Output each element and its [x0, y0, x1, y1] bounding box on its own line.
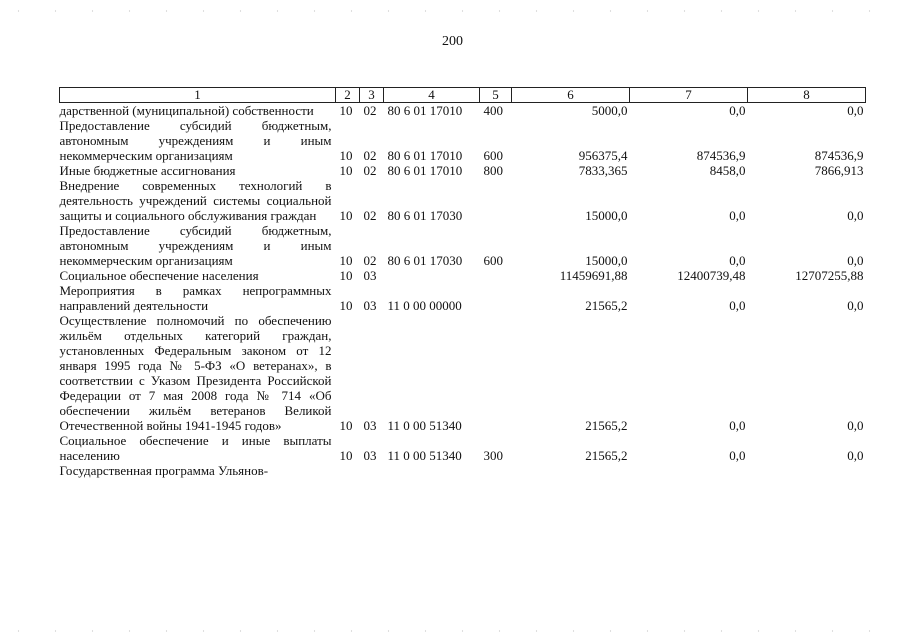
header-col-3: 3	[360, 88, 384, 103]
amount-col-7-cell: 0,0	[729, 298, 746, 313]
table-row	[60, 178, 866, 223]
amount-col-8-cell: 0,0	[847, 253, 864, 268]
subsection-cell: 03	[363, 268, 377, 283]
amount-col-8-cell: 0,0	[847, 448, 864, 463]
section-cell: 10	[339, 103, 353, 118]
amount-col-7-cell: 874536,9	[696, 148, 746, 163]
table-row	[60, 283, 866, 313]
amount-col-6-cell: 11459691,88	[559, 268, 628, 283]
amount-col-6-cell: 21565,2	[585, 298, 628, 313]
section-cell: 10	[339, 418, 353, 433]
amount-col-8-cell: 0,0	[847, 103, 864, 118]
header-col-1: 1	[60, 88, 336, 103]
table-header-row	[60, 88, 866, 103]
table-row	[60, 223, 866, 268]
table-body	[60, 103, 866, 479]
table-row	[60, 433, 866, 463]
expense-type-cell	[480, 268, 512, 283]
subsection-cell	[360, 463, 384, 478]
expense-type-cell	[480, 283, 512, 313]
amount-col-6-cell: 21565,2	[585, 448, 628, 463]
target-article-cell: 11 0 00 51340	[387, 418, 462, 433]
amount-col-7-cell: 0,0	[729, 418, 746, 433]
amount-col-6-cell: 21565,2	[585, 418, 628, 433]
row-name-cell: дарственной (муниципальной) собственности	[59, 103, 314, 118]
amount-col-8-cell: 12707255,88	[795, 268, 864, 283]
expense-type-cell: 600	[483, 253, 503, 268]
amount-col-7-cell: 0,0	[729, 103, 746, 118]
target-article-cell	[384, 268, 480, 283]
header-col-4: 4	[384, 88, 480, 103]
section-cell: 10	[339, 268, 353, 283]
row-name-cell: Осуществление полномочий по обеспечению жильём отдельных категорий граждан, установленных Федеральным законом от 12 января 1995 года № 5-ФЗ «О ветеранах», в соответствии с Указом Президента Российской Федерации от 7 мая 2008 года № 714 «Об обеспечении жильём ветеранов Великой Отечественной войны 1941-1945 годов»	[59, 313, 332, 433]
target-article-cell	[384, 463, 480, 478]
subsection-cell: 03	[363, 418, 377, 433]
expense-type-cell: 600	[483, 148, 503, 163]
row-name-cell: Государственная программа Ульянов-	[59, 463, 269, 478]
amount-col-8-cell: 874536,9	[814, 148, 864, 163]
amount-col-6-cell: 956375,4	[578, 148, 628, 163]
section-cell: 10	[339, 208, 353, 223]
table-row	[60, 463, 866, 478]
subsection-cell: 02	[363, 163, 377, 178]
header-col-2: 2	[336, 88, 360, 103]
expense-type-cell: 300	[483, 448, 503, 463]
target-article-cell: 80 6 01 17010	[387, 163, 463, 178]
subsection-cell: 03	[363, 448, 377, 463]
subsection-cell: 02	[363, 253, 377, 268]
amount-col-7-cell	[630, 463, 748, 478]
header-col-7: 7	[630, 88, 748, 103]
row-name-cell: Внедрение современных технологий в деятельность учреждений системы социальной защиты и социального обслуживания граждан	[59, 178, 332, 223]
amount-col-7-cell: 8458,0	[709, 163, 746, 178]
target-article-cell: 80 6 01 17010	[387, 103, 463, 118]
row-name-cell: Мероприятия в рамках непрограммных направлений деятельности	[59, 283, 332, 313]
row-name-cell: Иные бюджетные ассигнования	[59, 163, 236, 178]
section-cell: 10	[339, 298, 353, 313]
header-col-8: 8	[748, 88, 866, 103]
table-row	[60, 103, 866, 119]
amount-col-8-cell: 0,0	[847, 298, 864, 313]
section-cell: 10	[339, 163, 353, 178]
amount-col-8-cell: 7866,913	[814, 163, 864, 178]
subsection-cell: 02	[363, 148, 377, 163]
amount-col-7-cell: 0,0	[729, 448, 746, 463]
budget-table	[59, 87, 866, 478]
expense-type-cell: 400	[483, 103, 503, 118]
expense-type-cell	[480, 313, 512, 433]
expense-type-cell	[480, 178, 512, 223]
amount-col-8-cell: 0,0	[847, 418, 864, 433]
expense-type-cell	[480, 463, 512, 478]
row-name-cell: Социальное обеспечение и иные выплаты населению	[59, 433, 332, 463]
page-number: 200	[442, 34, 463, 49]
table-row	[60, 118, 866, 163]
amount-col-6-cell: 15000,0	[585, 208, 628, 223]
subsection-cell: 03	[363, 298, 377, 313]
row-name-cell: Предоставление субсидий бюджетным, автономным учреждениям и иным некоммерческим организациям	[59, 118, 332, 163]
row-name-cell: Социальное обеспечение населения	[59, 268, 259, 283]
target-article-cell: 11 0 00 51340	[387, 448, 462, 463]
amount-col-7-cell: 0,0	[729, 253, 746, 268]
target-article-cell: 11 0 00 00000	[387, 298, 462, 313]
expense-type-cell: 800	[483, 163, 503, 178]
header-col-5: 5	[480, 88, 512, 103]
section-cell: 10	[339, 253, 353, 268]
subsection-cell: 02	[363, 103, 377, 118]
section-cell: 10	[339, 448, 353, 463]
section-cell	[336, 463, 360, 478]
section-cell: 10	[339, 148, 353, 163]
scan-noise-top	[0, 10, 905, 12]
target-article-cell: 80 6 01 17010	[387, 148, 463, 163]
target-article-cell: 80 6 01 17030	[387, 208, 463, 223]
amount-col-8-cell: 0,0	[847, 208, 864, 223]
target-article-cell: 80 6 01 17030	[387, 253, 463, 268]
row-name-cell: Предоставление субсидий бюджетным, автономным учреждениям и иным некоммерческим организациям	[59, 223, 332, 268]
amount-col-6-cell	[512, 463, 630, 478]
amount-col-6-cell: 5000,0	[591, 103, 628, 118]
subsection-cell: 02	[363, 208, 377, 223]
amount-col-6-cell: 15000,0	[585, 253, 628, 268]
header-col-6: 6	[512, 88, 630, 103]
amount-col-7-cell: 0,0	[729, 208, 746, 223]
table-row	[60, 268, 866, 283]
amount-col-6-cell: 7833,365	[578, 163, 628, 178]
scan-noise-bottom	[0, 630, 905, 632]
table-row	[60, 313, 866, 433]
table-row	[60, 163, 866, 178]
amount-col-8-cell	[748, 463, 866, 478]
amount-col-7-cell: 12400739,48	[677, 268, 746, 283]
